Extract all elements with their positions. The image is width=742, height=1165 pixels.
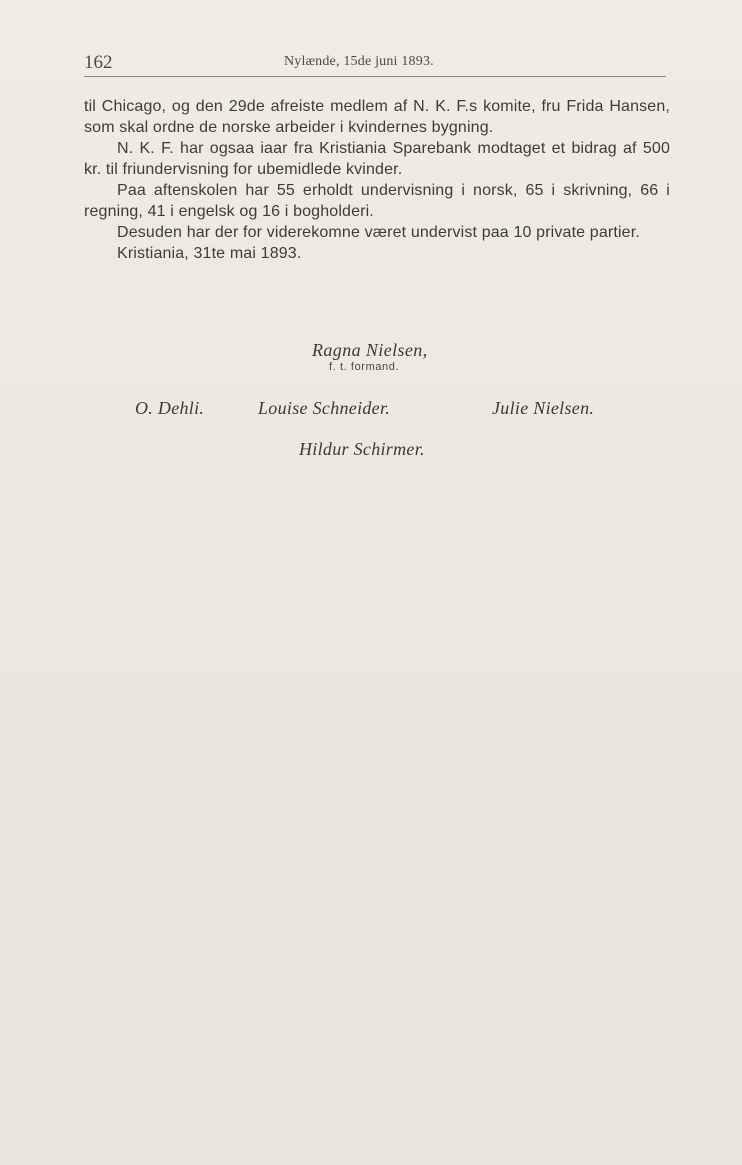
page-number: 162 — [84, 52, 113, 73]
paragraph-3: Paa aftenskolen har 55 erholdt undervisning i norsk, 65 i skrivning, 66 i regning, 41 i engelsk og 16 i bogholderi. — [84, 182, 670, 220]
bleed-through-text — [95, 440, 685, 1090]
paragraph-1: til Chicago, og den 29de afreiste medlem af N. K. F.s komite, fru Frida Hansen, som skal ordne de norske arbeider i kvindernes bygning. — [84, 98, 670, 136]
signature-chair-role: f. t. formand. — [329, 361, 400, 373]
date-line: Kristiania, 31te mai 1893. — [117, 245, 302, 262]
paragraph-4: Desuden har der for viderekomne været undervist paa 10 private partier. — [117, 224, 640, 241]
signature-nielsen: Julie Nielsen. — [492, 398, 595, 418]
signature-dehli: O. Dehli. — [135, 398, 205, 418]
signature-schneider: Louise Schneider. — [258, 398, 391, 418]
body-text — [84, 96, 670, 264]
paragraph-2: N. K. F. har ogsaa iaar fra Kristiania Sparebank modtaget et bidrag af 500 kr. til friundervisning for ubemidlede kvinder. — [84, 140, 670, 178]
running-head: Nylænde, 15de juni 1893. — [284, 54, 434, 69]
page-header — [84, 52, 666, 77]
signature-schirmer: Hildur Schirmer. — [299, 439, 425, 459]
signature-chair: Ragna Nielsen, — [312, 340, 428, 360]
